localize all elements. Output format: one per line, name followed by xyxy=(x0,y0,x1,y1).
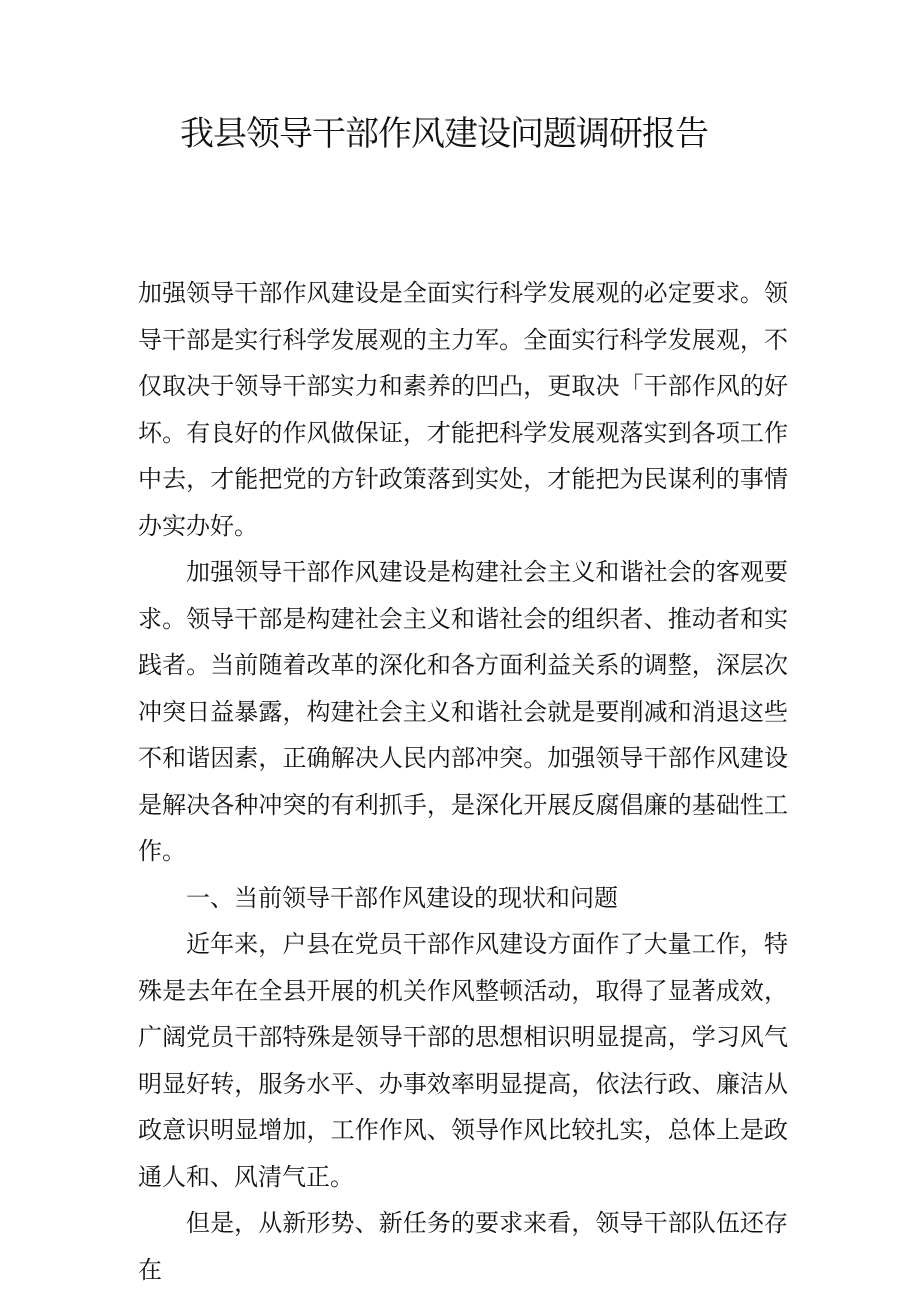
document-body xyxy=(138,270,788,1293)
paragraph-2: 加强领导干部作风建设是构建社会主义和谐社会的客观要求。领导干部是构建社会主义和谐社会的组织者、推动者和实践者。当前随着改革的深化和各方面利益关系的调整，深层次冲突日益暴露，构建社会主义和谐社会就是要削减和消退这些不和谐因素，正确解决人民内部冲突。加强领导干部作风建设是解决各种冲突的有利抓手，是深化开展反腐倡廉的基础性工作。 xyxy=(138,558,788,865)
paragraph-1: 加强领导干部作风建设是全面实行科学发展观的必定要求。领导干部是实行科学发展观的主力军。全面实行科学发展观，不仅取决于领导干部实力和素养的凹凸，更取决「干部作风的好坏。有良好的作风做保证，才能把科学发展观落实到各项工作中去，才能把党的方针政策落到实处，才能把为民谋利的事情办实办好。 xyxy=(138,279,788,540)
paragraph-3: 近年来，户县在党员干部作风建设方面作了大量工作，特殊是去年在全县开展的机关作风整顿活动，取得了显著成效，广阔党员干部特殊是领导干部的思想相识明显提高，学习风气明显好转，服务水平、办事效率明显提高，依法行政、廉洁从政意识明显增加，工作作风、领导作风比较扎实，总体上是政通人和、风清气正。 xyxy=(138,930,788,1191)
section-heading-1: 一、当前领导干部作风建设的现状和问题 xyxy=(186,883,618,912)
paragraph-4: 但是，从新形势、新任务的要求来看，领导干部队伍还存在 xyxy=(138,1209,788,1284)
document-title: 我县领导干部作风建设问题调研报告 xyxy=(180,114,708,154)
